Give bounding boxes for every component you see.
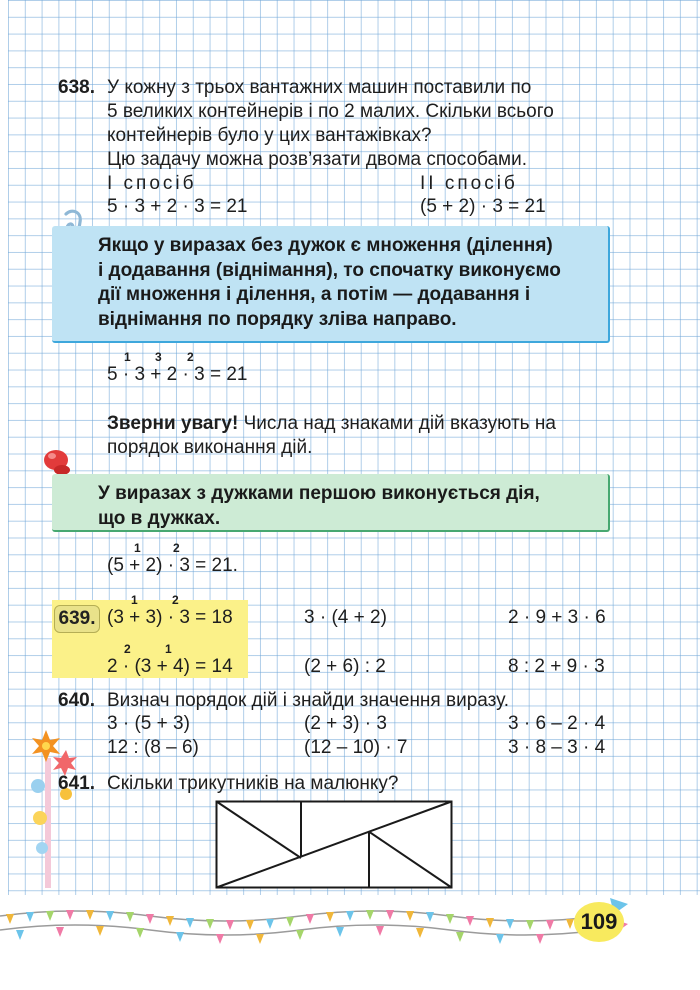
task-640-expr-4: (12 – 10) · 7 <box>304 737 408 758</box>
task-number-638: 638. <box>58 77 95 98</box>
method-2-expression: (5 + 2) · 3 = 21 <box>420 196 546 217</box>
task-638-line-4: Цю задачу можна розв’язати двома способами. <box>107 149 527 170</box>
order-mark: 2 <box>172 593 179 607</box>
rule1-line-2: і додавання (віднімання), то спочатку виконуємо <box>98 259 561 281</box>
task-number-639: 639. <box>54 605 100 633</box>
method-2-label: ІІ спосіб <box>420 173 518 194</box>
rule2-line-1: У виразах з дужками першою виконується дія, <box>98 483 540 504</box>
task-640-expr-6: 3 · 8 – 3 · 4 <box>508 737 606 758</box>
rule1-line-4: віднімання по порядку зліва направо. <box>98 308 457 330</box>
rule-box-no-brackets <box>52 226 610 343</box>
method-1-expression: 5 · 3 + 2 · 3 = 21 <box>107 196 248 217</box>
attention-text: Числа над знаками дій вказують на <box>238 413 556 434</box>
task-639-expr-4: (2 + 6) : 2 <box>304 656 386 677</box>
rule-box-with-brackets <box>52 474 610 532</box>
example-2-expression: (5 + 2) · 3 = 21. <box>107 555 238 576</box>
task-640-expr-5: 3 · 6 – 2 · 4 <box>508 713 606 734</box>
task-639-expr-1: (3 + 3) · 3 = 18 <box>107 607 233 628</box>
task-640-expr-1: 3 · (5 + 3) <box>107 713 190 734</box>
task-639-expr-2: 2 · (3 + 4) = 14 <box>107 656 233 677</box>
task-639-expr-5: 2 · 9 + 3 · 6 <box>508 607 606 628</box>
attention-bold: Зверни увагу! <box>107 413 239 434</box>
task-638-line-1: У кожну з трьох вантажних машин поставили по <box>107 77 532 98</box>
task-640-text: Визнач порядок дій і знайди значення виразу. <box>107 690 509 711</box>
order-mark: 2 <box>124 642 131 656</box>
page-number: 109 <box>574 902 624 942</box>
attention-note-line-1 <box>107 413 556 435</box>
example-1-expression: 5 · 3 + 2 · 3 = 21 <box>107 364 248 385</box>
task-639-expr-6: 8 : 2 + 9 · 3 <box>508 656 605 677</box>
order-mark: 2 <box>187 350 194 364</box>
rule2-line-2: що в дужках. <box>98 507 221 529</box>
attention-note-line-2: порядок виконання дій. <box>107 437 313 458</box>
task-638-line-2: 5 великих контейнерів і по 2 малих. Скільки всього <box>107 101 554 122</box>
order-mark: 1 <box>131 593 138 607</box>
order-mark: 1 <box>165 642 172 656</box>
task-639-expr-3: 3 · (4 + 2) <box>304 607 387 628</box>
bunting-border <box>0 900 600 948</box>
order-mark: 1 <box>124 350 131 364</box>
task-number-640: 640. <box>58 690 95 711</box>
task-number-641: 641. <box>58 773 95 794</box>
rule1-line-3: дії множення і ділення, а потім — додавання і <box>98 284 531 305</box>
task-641-text: Скільки трикутників на малюнку? <box>107 773 399 794</box>
order-mark: 2 <box>173 541 180 555</box>
task-640-expr-2: 12 : (8 – 6) <box>107 737 199 758</box>
flowers-decoration <box>26 728 86 893</box>
method-1-label: І спосіб <box>107 173 197 194</box>
rule1-line-1: Якщо у виразах без дужок є множення (ділення) <box>98 235 553 256</box>
task-638-line-3: контейнерів було у цих вантажівках? <box>107 125 432 146</box>
triangles-figure <box>215 800 453 890</box>
task-640-expr-3: (2 + 3) · 3 <box>304 713 387 734</box>
order-mark: 1 <box>134 541 141 555</box>
order-mark: 3 <box>155 350 162 364</box>
